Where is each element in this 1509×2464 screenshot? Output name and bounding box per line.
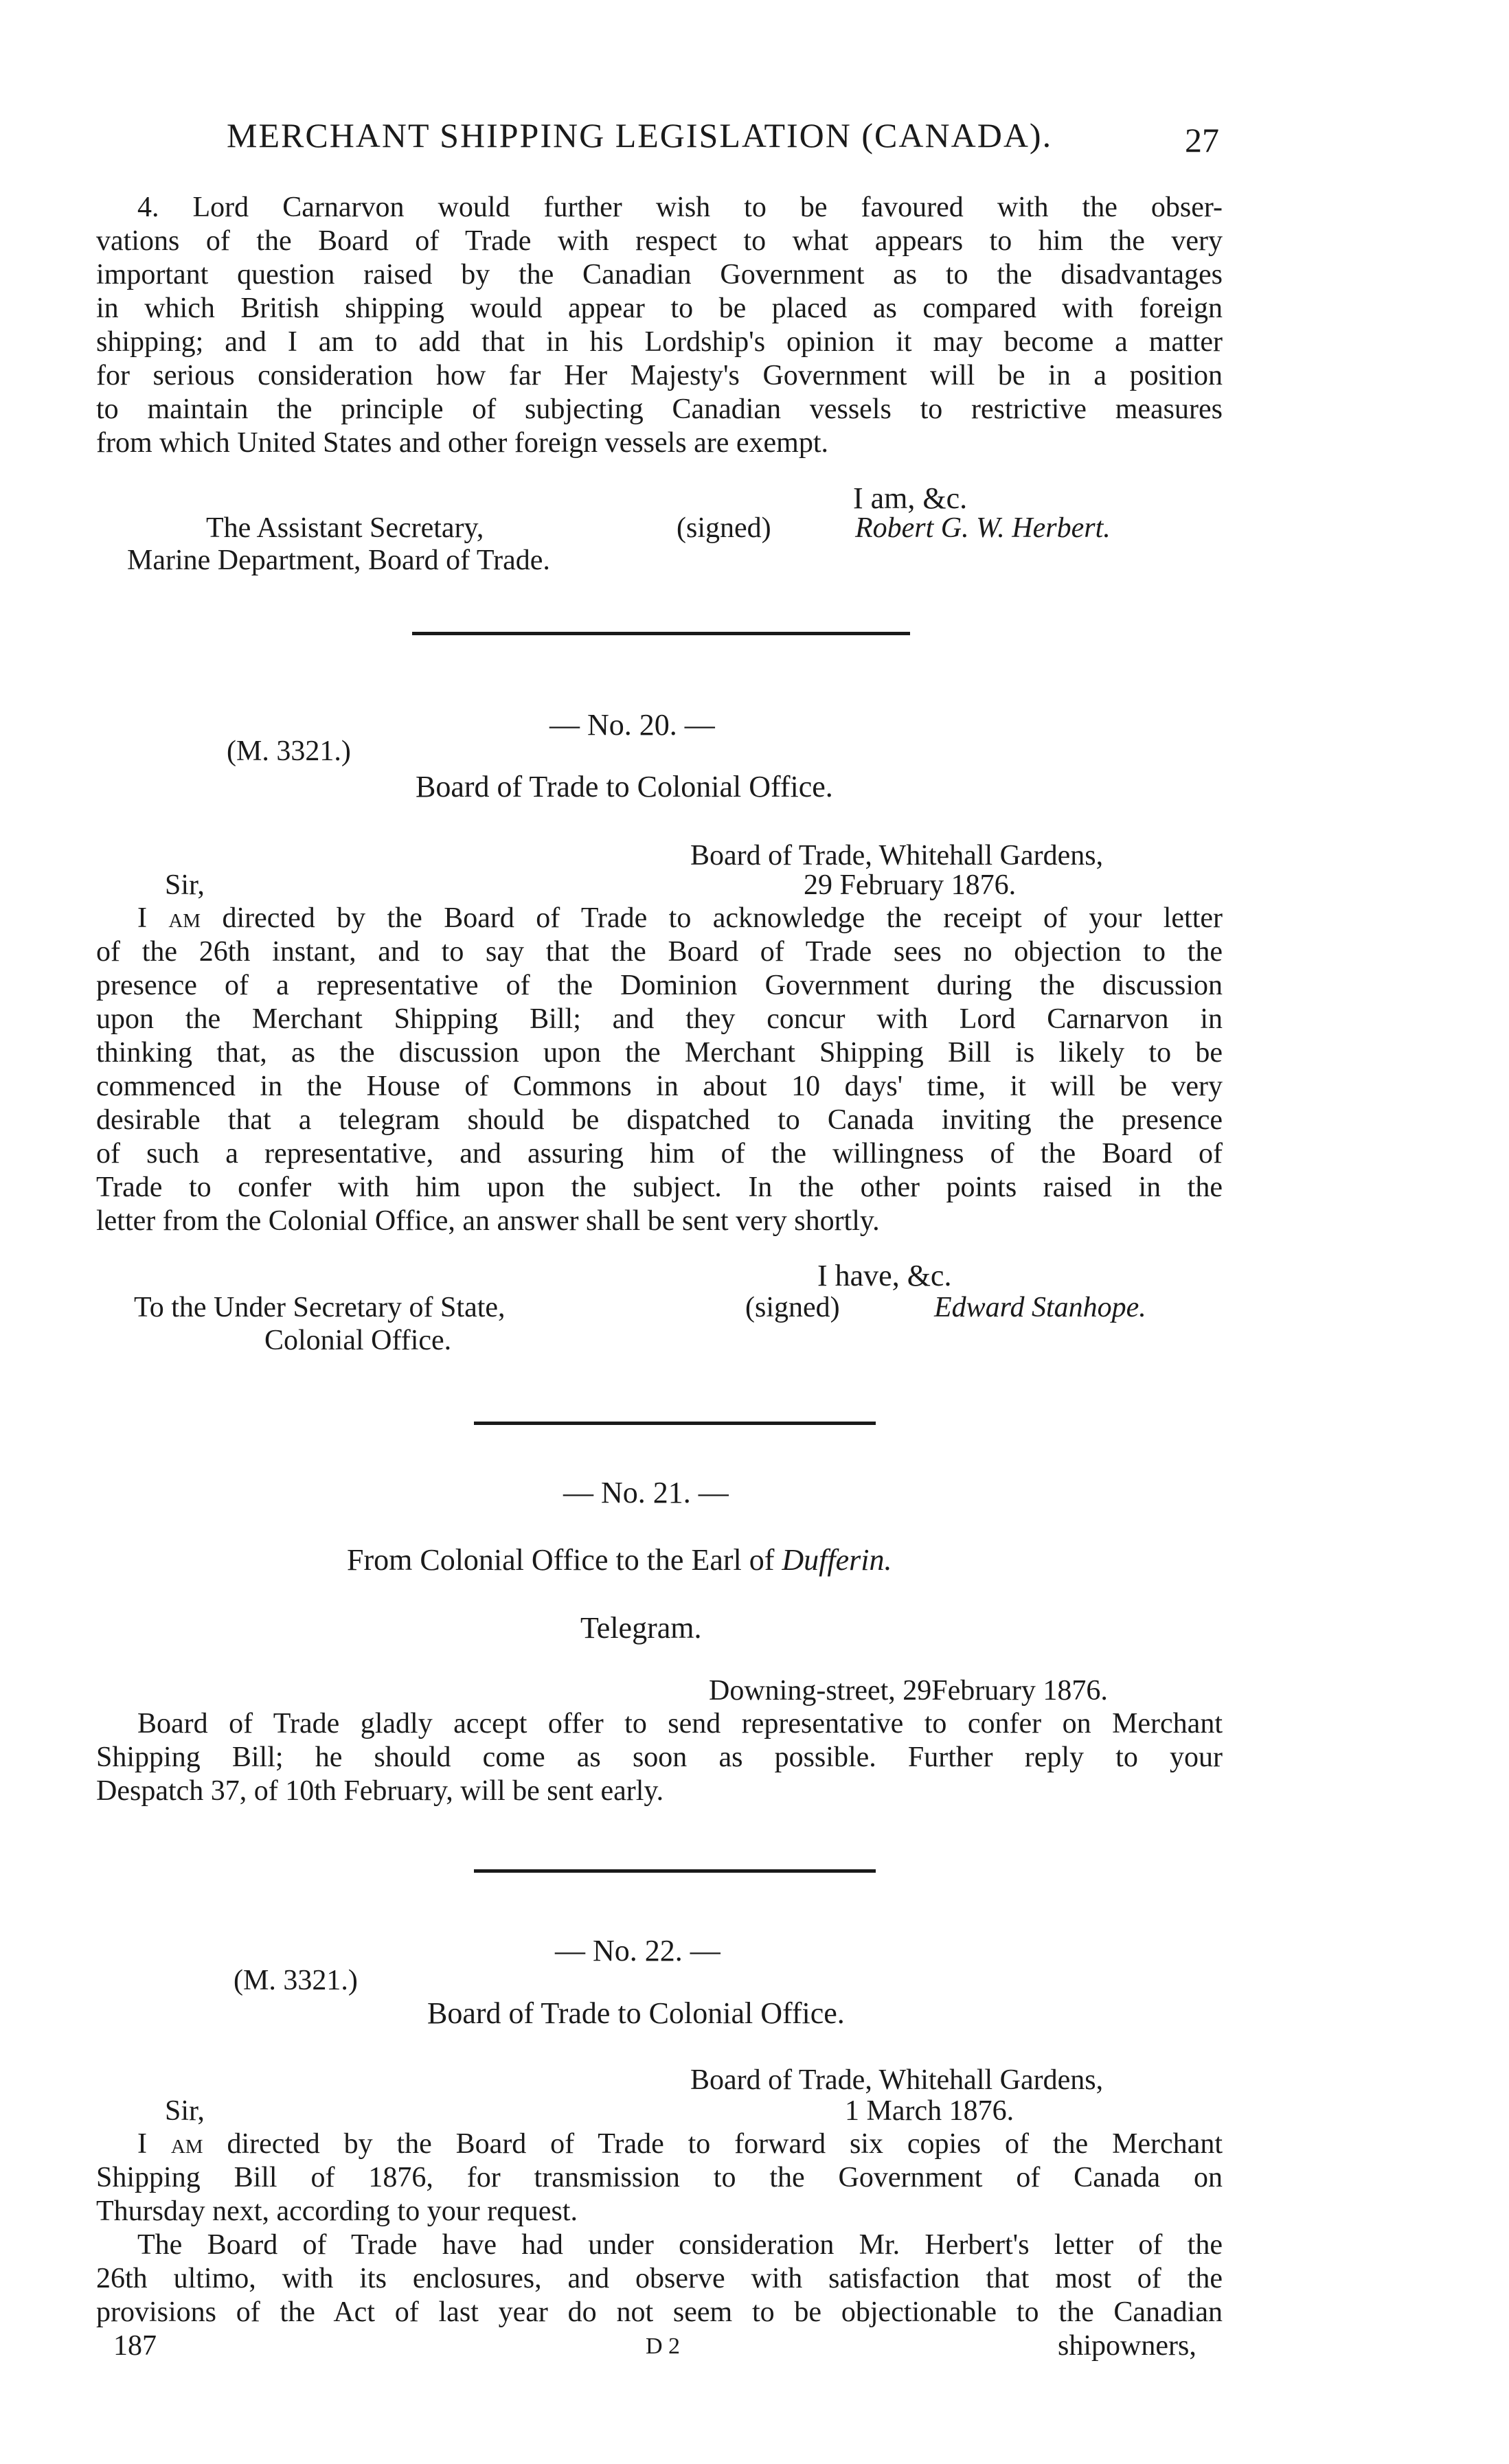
no21-paragraph xyxy=(96,1707,1223,1808)
text-line: to maintain the principle of subjecting Canadian vessels to restrictive measures xyxy=(96,393,1223,425)
signature-mark: D 2 xyxy=(646,2334,681,2359)
text-line xyxy=(96,2128,1223,2161)
running-title: MERCHANT SHIPPING LEGISLATION (CANADA). xyxy=(227,116,1053,155)
addressee-line: Colonial Office. xyxy=(264,1325,452,1356)
text-line: Despatch 37, of 10th February, will be sent early. xyxy=(96,1775,664,1807)
letter-address: Board of Trade, Whitehall Gardens, xyxy=(690,840,1104,871)
text-line: thinking that, as the discussion upon the Merchant Shipping Bill is likely to be xyxy=(96,1037,1223,1069)
reference-number: (M. 3321.) xyxy=(227,735,351,767)
dateline: Downing-street, 29February 1876. xyxy=(709,1675,1108,1707)
text-fragment: directed by the Board of Trade to acknowledge the receipt of your letter xyxy=(201,902,1223,934)
document-number: — No. 22. — xyxy=(555,1934,721,1967)
opening-word: I am xyxy=(137,902,201,934)
text-line: letter from the Colonial Office, an answer shall be sent very shortly. xyxy=(96,1205,880,1237)
text-line: Trade to confer with him upon the subject. In the other points raised in the xyxy=(96,1172,1223,1203)
text-line: important question raised by the Canadian Government as to the disadvantages xyxy=(96,259,1223,290)
section-rule xyxy=(474,1869,876,1873)
text-line: of such a representative, and assuring him of the willingness of the Board of xyxy=(96,1138,1223,1170)
text-line: for serious consideration how far Her Majesty's Government will be in a position xyxy=(96,360,1223,391)
text-line: shipping; and I am to add that in his Lordship's opinion it may become a matter xyxy=(96,326,1223,358)
text-line: provisions of the Act of last year do not seem to be objectionable to the Canadian xyxy=(96,2296,1223,2328)
section-rule xyxy=(412,632,910,635)
text-line: 26th ultimo, with its enclosures, and observe with satisfaction that most of the xyxy=(96,2263,1223,2294)
text-line: Thursday next, according to your request. xyxy=(96,2195,578,2227)
text-line: Board of Trade gladly accept offer to send representative to confer on Merchant xyxy=(137,1708,1223,1739)
text-line: of the 26th instant, and to say that the Board of Trade sees no objection to the xyxy=(96,936,1223,968)
letter19-paragraph xyxy=(96,191,1223,460)
sheet-number: 187 xyxy=(113,2330,157,2362)
text-line: presence of a representative of the Dominion Government during the discussion xyxy=(96,970,1223,1001)
text-line xyxy=(96,902,1223,935)
signatory: Edward Stanhope. xyxy=(934,1292,1146,1323)
letter-date: 29 February 1876. xyxy=(804,869,1017,901)
signatory: Robert G. W. Herbert. xyxy=(855,512,1111,544)
letter-date: 1 March 1876. xyxy=(845,2095,1014,2127)
signed-label: (signed) xyxy=(677,512,771,544)
text-line: Shipping Bill of 1876, for transmission to the Government of Canada on xyxy=(96,2162,1223,2193)
document-number: — No. 21. — xyxy=(563,1476,729,1509)
text-line: 4. Lord Carnarvon would further wish to be favoured with the obser- xyxy=(137,192,1223,223)
text-line: commenced in the House of Commons in about 10 days' time, it will be very xyxy=(96,1071,1223,1102)
text-line: Shipping Bill; he should come as soon as possible. Further reply to your xyxy=(96,1742,1223,1773)
text-line: The Board of Trade have had under consideration Mr. Herbert's letter of the xyxy=(137,2229,1223,2261)
document-heading: Board of Trade to Colonial Office. xyxy=(416,770,833,803)
signed-label: (signed) xyxy=(745,1292,840,1323)
no22-paragraph-1 xyxy=(96,2128,1223,2228)
addressee-line: The Assistant Secretary, xyxy=(206,512,484,544)
document-heading xyxy=(347,1542,892,1577)
addressee-line: To the Under Secretary of State, xyxy=(134,1292,506,1323)
closing-formula: I am, &c. xyxy=(853,481,968,515)
heading-name: Dufferin. xyxy=(782,1543,892,1577)
no20-paragraph xyxy=(96,902,1223,1238)
page-number: 27 xyxy=(1185,121,1219,159)
document-heading: Board of Trade to Colonial Office. xyxy=(427,1996,845,2030)
text-line: upon the Merchant Shipping Bill; and they concur with Lord Carnarvon in xyxy=(96,1003,1223,1035)
salutation: Sir, xyxy=(165,2095,205,2127)
text-line: desirable that a telegram should be dispatched to Canada inviting the presence xyxy=(96,1104,1223,1136)
salutation: Sir, xyxy=(165,869,205,901)
closing-formula: I have, &c. xyxy=(817,1259,952,1292)
text-line: vations of the Board of Trade with respect to what appears to him the very xyxy=(96,225,1223,257)
opening-word: I am xyxy=(137,2128,203,2160)
section-rule xyxy=(474,1422,876,1425)
letter-address: Board of Trade, Whitehall Gardens, xyxy=(690,2064,1104,2096)
document-number: — No. 20. — xyxy=(549,708,715,742)
text-line: from which United States and other foreign vessels are exempt. xyxy=(96,427,829,459)
reference-number: (M. 3321.) xyxy=(234,1965,358,1996)
addressee-line: Marine Department, Board of Trade. xyxy=(127,545,550,576)
no22-paragraph-2 xyxy=(96,2228,1223,2329)
document-subheading: Telegram. xyxy=(580,1611,702,1645)
heading-text: From Colonial Office to the Earl of xyxy=(347,1543,782,1577)
catchword: shipowners, xyxy=(1058,2330,1196,2362)
text-fragment: directed by the Board of Trade to forward six copies of the Merchant xyxy=(203,2128,1223,2160)
text-line: in which British shipping would appear to be placed as compared with foreign xyxy=(96,293,1223,324)
